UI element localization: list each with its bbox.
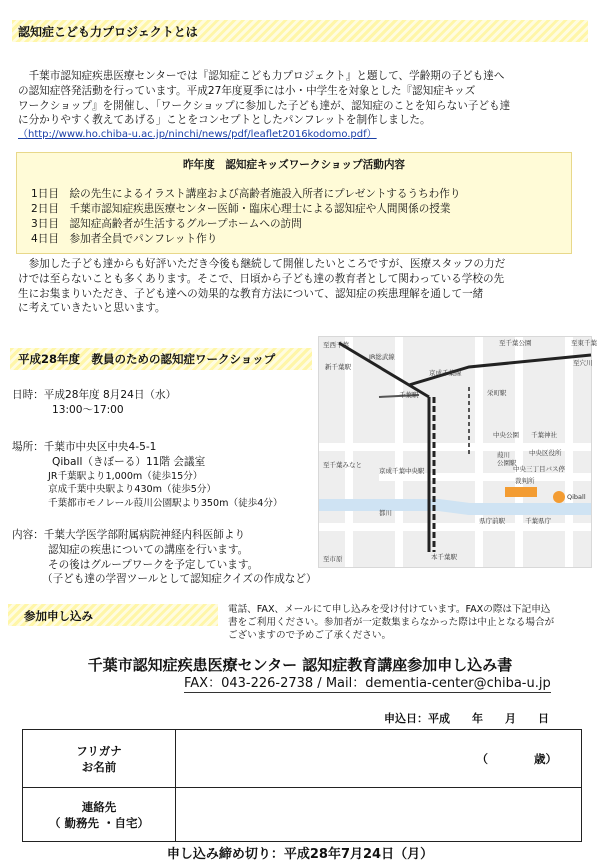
map-label: 至東千葉	[571, 339, 597, 347]
deadline: 申し込み締め切り：平成28年7月24日（月）	[166, 847, 434, 862]
second-paragraph	[18, 257, 588, 316]
map-label: 京成千葉中央駅	[379, 467, 425, 475]
place-info	[12, 440, 317, 510]
access-jr: JR千葉駅より1,000m（徒歩15分）	[48, 470, 203, 482]
map-label: 栄町駅	[487, 389, 507, 397]
map-label: 新千葉駅	[325, 363, 351, 371]
map-label: 至千葉公園	[499, 339, 532, 347]
map-label: 京成千葉線	[429, 369, 462, 377]
contact-label-cell	[23, 788, 176, 842]
para2-line: 生にお集まりいただき、子ども達への効果的な教育方法について、認知症の疾患理解を通して一緒	[18, 287, 484, 300]
workshop-heading-band	[10, 348, 312, 370]
map-label: 県庁前駅	[479, 517, 505, 525]
para2-line: けでは至らないことも多くあります。そこで、日頃から子ども達の教育者として関わっている学校の先	[18, 272, 505, 285]
leaflet-link[interactable]: （http://www.ho.chiba-u.ac.jp/ninchi/news/pdf/leaflet2016kodomo.pdf）	[18, 129, 377, 141]
access-keisei: 京成千葉中央駅より430m（徒歩5分）	[48, 484, 217, 496]
note-line: 書をご利用ください。参加者が一定数集まらなかった際は中止となる場合が	[228, 617, 555, 628]
apply-heading: 参加申し込み	[24, 609, 93, 623]
content-label: 内容：	[12, 529, 44, 541]
workshop-info	[12, 388, 317, 418]
apply-note	[228, 603, 600, 642]
map-label: JR総武線	[369, 353, 395, 361]
map-svg	[319, 337, 597, 567]
furigana-label: フリガナ	[76, 743, 122, 758]
content-line: （子ども達の学習ツールとして認知症クイズの作成など）	[42, 573, 317, 586]
map-label: 中央公園	[493, 431, 519, 439]
map-label: 千葉駅	[399, 391, 419, 399]
activity-day-4: 4日目 参加者全員でパンフレット作り	[31, 233, 218, 245]
map-label: 至千葉みなと	[323, 461, 362, 469]
date-value: 平成28年度 8月24日（水）	[43, 389, 177, 401]
map-label: 中央区役所	[529, 449, 562, 457]
map-label: 裁判所	[515, 477, 535, 485]
content-line: 認知症の疾患についての講座を行います。	[48, 543, 249, 556]
intro-heading-band	[12, 20, 588, 42]
form-title: 千葉市認知症疾患医療センター 認知症教育講座参加申し込み書	[87, 656, 513, 674]
map-label: 千葉県庁	[525, 517, 551, 525]
time-value: 13:00～17:00	[52, 403, 124, 416]
intro-line: ワークショップ』を開催し、「ワークショップに参加した子ども達が、認知症のことを知らない子ども達	[18, 99, 511, 112]
map-label: 中央三丁目バス停	[513, 465, 565, 473]
activity-title: 昨年度 認知症キッズワークショップ活動内容	[182, 159, 406, 171]
intro-paragraph	[18, 69, 588, 143]
place-address: 千葉市中央区中央4-5-1	[43, 441, 157, 453]
contact-label: 連絡先	[81, 799, 117, 814]
contact-field[interactable]	[176, 788, 582, 842]
map-label: 至市原	[323, 555, 343, 563]
note-line: ございますので予めご了承ください。	[228, 630, 392, 641]
activity-day-2: 2日目 千葉市認知症疾患医療センター医師・臨床心理士による認知症や人間関係の授業	[31, 203, 451, 215]
workshop-heading: 平成28年度 教員のための認知症ワークショップ	[18, 352, 276, 366]
intro-line: 千葉市認知症疾患医療センターでは『認知症こども力プロジェクト』と題して、学齢期の子ども達へ	[18, 70, 505, 82]
name-label: お名前	[81, 759, 117, 774]
content-line: 千葉大学医学部附属病院神経内科医師より	[43, 529, 246, 541]
access-monorail: 千葉都市モノレール葭川公園駅より350m（徒歩4分）	[48, 497, 283, 509]
qiball-logo-icon	[553, 491, 565, 503]
access-map	[318, 336, 597, 568]
date-label: 日時：	[12, 389, 44, 401]
map-label: 本千葉駅	[431, 553, 457, 561]
name-field[interactable]	[176, 730, 582, 788]
para2-line: に考えていきたいと思います。	[18, 302, 166, 315]
map-label: 公園駅	[497, 459, 517, 467]
intro-line: の認知症啓発活動を行っています。平成27年度夏季には小・中学生を対象とした『認知症キッズ	[18, 84, 476, 97]
note-line: 電話、FAX、メールにて申し込みを受け付けています。FAXの際は下記申込	[228, 604, 551, 615]
map-label: 葭川	[497, 451, 510, 459]
activity-day-1: 1日目 絵の先生によるイラスト講座および高齢者施設入所者にプレゼントするうちわ作り	[31, 188, 461, 200]
application-date: 申込日：平成 年 月 日	[384, 712, 549, 725]
apply-heading-band	[8, 604, 218, 626]
qiball-building	[505, 487, 537, 497]
place-label: 場所：	[12, 441, 44, 453]
map-label: 至穴川	[573, 359, 593, 367]
intro-line: に分かりやすく教えてあげる」ことをコンセプトとしたパンフレットを制作しました。	[18, 114, 431, 127]
intro-heading: 認知症こども力プロジェクトとは	[18, 25, 198, 39]
para2-line: 参加した子ども達からも好評いただき今後も継続して開催したいところですが、医療スタッフの力だ	[18, 258, 506, 270]
activity-box	[16, 152, 572, 254]
age-field[interactable]: （ 歳）	[476, 751, 557, 766]
name-label-cell	[23, 730, 176, 788]
map-label: 千葉神社	[531, 431, 557, 439]
map-label: Qiball	[567, 493, 586, 501]
content-line: その後はグループワークを予定しています。	[48, 558, 259, 571]
venue-name: Qiball（きぼーる）11階 会議室	[52, 455, 206, 468]
application-form	[22, 729, 582, 842]
contact-line: FAX：043-226-2738 / Mail：dementia-center@chiba-u.jp	[184, 676, 551, 691]
activity-day-3: 3日目 認知症高齢者が生活するグループホームへの訪問	[31, 218, 302, 230]
contact-type-label: （ 勤務先 ・自宅）	[48, 815, 149, 830]
map-label: 都川	[379, 509, 392, 517]
map-label: 至西千葉	[323, 341, 349, 349]
